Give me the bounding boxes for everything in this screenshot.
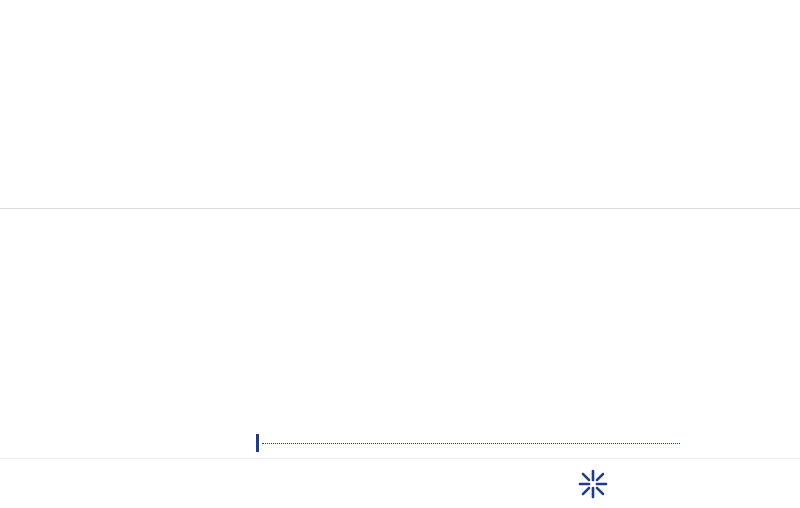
dotted-divider	[262, 443, 680, 444]
footer	[0, 458, 800, 508]
month-band	[0, 430, 800, 452]
bottom-week-section	[0, 250, 800, 430]
week-marker	[256, 434, 259, 452]
spiral-binding	[0, 208, 800, 248]
asterisk-logo-icon	[578, 469, 608, 499]
top-week-section	[0, 0, 800, 205]
